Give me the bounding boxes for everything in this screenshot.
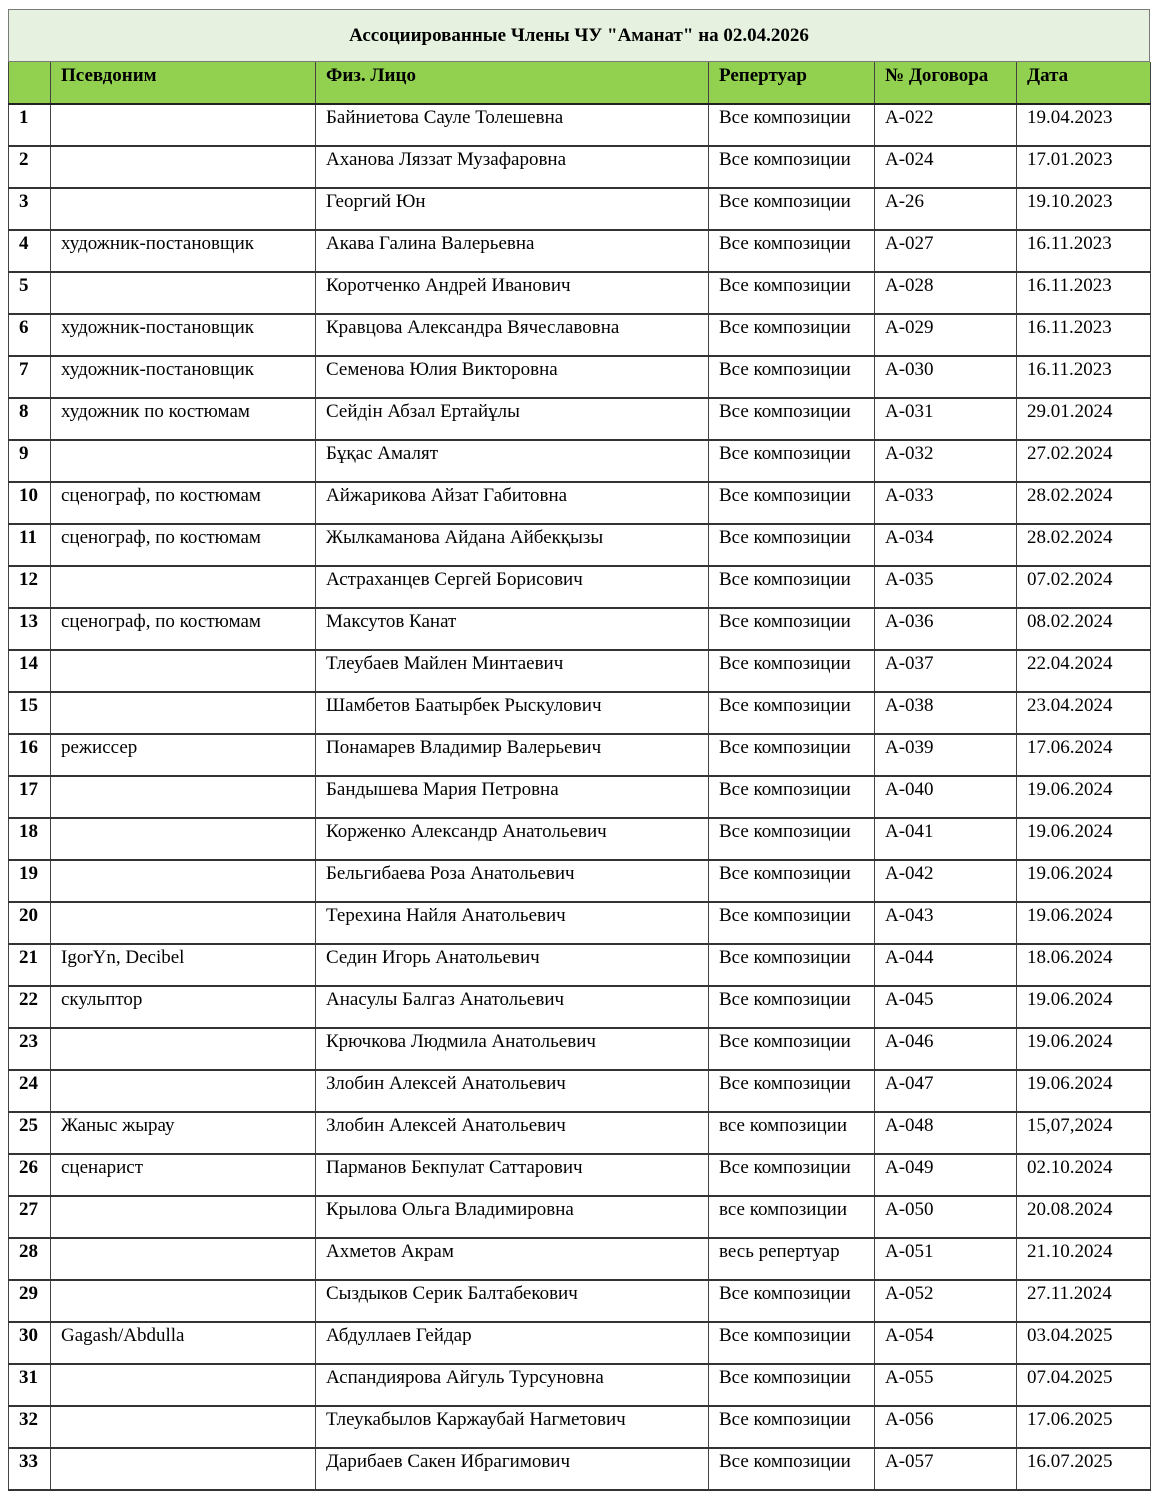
sheet-title: Ассоциированные Члены ЧУ "Аманат" на 02.04.2026: [8, 9, 1150, 62]
cell-contract: А-042: [875, 860, 1017, 902]
cell-person: Жылкаманова Айдана Айбекқызы: [316, 524, 709, 566]
cell-date: 07.04.2025: [1017, 1364, 1151, 1406]
cell-date: 21.10.2024: [1017, 1238, 1151, 1280]
cell-person: Байниетова Сауле Толешевна: [316, 104, 709, 146]
cell-date: 18.06.2024: [1017, 944, 1151, 986]
cell-pseudonym: скульптор: [51, 986, 316, 1028]
cell-contract: А-044: [875, 944, 1017, 986]
cell-pseudonym: [51, 650, 316, 692]
cell-repertoire: Все композиции: [709, 188, 875, 230]
cell-pseudonym: [51, 1448, 316, 1490]
cell-number: 15: [9, 692, 51, 734]
table-body: [9, 104, 1151, 1490]
cell-repertoire: Все композиции: [709, 482, 875, 524]
cell-person: Астраханцев Сергей Борисович: [316, 566, 709, 608]
cell-number: 30: [9, 1322, 51, 1364]
table-row: [9, 1154, 1151, 1196]
cell-person: Сыздыков Серик Балтабекович: [316, 1280, 709, 1322]
cell-pseudonym: [51, 692, 316, 734]
cell-date: 02.10.2024: [1017, 1154, 1151, 1196]
table-row: [9, 104, 1151, 146]
cell-person: Корженко Александр Анатольевич: [316, 818, 709, 860]
table-row: [9, 314, 1151, 356]
cell-number: 5: [9, 272, 51, 314]
table-row: [9, 944, 1151, 986]
table-row: [9, 1112, 1151, 1154]
table-row: [9, 860, 1151, 902]
table-row: [9, 1406, 1151, 1448]
cell-contract: А-056: [875, 1406, 1017, 1448]
cell-date: 08.02.2024: [1017, 608, 1151, 650]
table-row: [9, 566, 1151, 608]
table-row: [9, 524, 1151, 566]
cell-contract: А-036: [875, 608, 1017, 650]
cell-person: Коротченко Андрей Иванович: [316, 272, 709, 314]
table-row: [9, 818, 1151, 860]
cell-contract: А-027: [875, 230, 1017, 272]
table-row: [9, 650, 1151, 692]
cell-repertoire: Все композиции: [709, 1448, 875, 1490]
cell-contract: А-039: [875, 734, 1017, 776]
cell-number: 23: [9, 1028, 51, 1070]
cell-date: 17.06.2025: [1017, 1406, 1151, 1448]
cell-pseudonym: [51, 440, 316, 482]
table-row: [9, 188, 1151, 230]
table-row: [9, 1196, 1151, 1238]
cell-contract: А-047: [875, 1070, 1017, 1112]
cell-repertoire: Все композиции: [709, 1154, 875, 1196]
cell-repertoire: Все композиции: [709, 902, 875, 944]
cell-pseudonym: [51, 566, 316, 608]
cell-contract: А-022: [875, 104, 1017, 146]
cell-pseudonym: [51, 818, 316, 860]
cell-number: 12: [9, 566, 51, 608]
cell-repertoire: Все композиции: [709, 860, 875, 902]
cell-person: Бельгибаева Роза Анатольевич: [316, 860, 709, 902]
cell-repertoire: Все композиции: [709, 1070, 875, 1112]
cell-number: 31: [9, 1364, 51, 1406]
table-row: [9, 482, 1151, 524]
cell-repertoire: Все композиции: [709, 272, 875, 314]
cell-contract: А-029: [875, 314, 1017, 356]
cell-number: 21: [9, 944, 51, 986]
cell-pseudonym: сценарист: [51, 1154, 316, 1196]
cell-repertoire: Все композиции: [709, 734, 875, 776]
table-row: [9, 398, 1151, 440]
cell-pseudonym: [51, 860, 316, 902]
cell-person: Шамбетов Баатырбек Рыскулович: [316, 692, 709, 734]
cell-contract: А-032: [875, 440, 1017, 482]
cell-number: 28: [9, 1238, 51, 1280]
cell-date: 19.06.2024: [1017, 1028, 1151, 1070]
cell-number: 13: [9, 608, 51, 650]
cell-number: 3: [9, 188, 51, 230]
header-pseudonym: Псевдоним: [51, 62, 316, 104]
cell-date: 19.06.2024: [1017, 1070, 1151, 1112]
cell-person: Максутов Канат: [316, 608, 709, 650]
cell-repertoire: Все композиции: [709, 524, 875, 566]
table-row: [9, 1280, 1151, 1322]
table-row: [9, 1322, 1151, 1364]
table-row: [9, 734, 1151, 776]
cell-number: 14: [9, 650, 51, 692]
cell-number: 11: [9, 524, 51, 566]
cell-person: Седин Игорь Анатольевич: [316, 944, 709, 986]
cell-number: 1: [9, 104, 51, 146]
cell-repertoire: Все композиции: [709, 1406, 875, 1448]
table-row: [9, 1364, 1151, 1406]
cell-person: Злобин Алексей Анатольевич: [316, 1112, 709, 1154]
cell-number: 33: [9, 1448, 51, 1490]
cell-pseudonym: [51, 1070, 316, 1112]
table-row: [9, 356, 1151, 398]
cell-repertoire: Все композиции: [709, 146, 875, 188]
cell-date: 19.06.2024: [1017, 986, 1151, 1028]
cell-date: 16.11.2023: [1017, 272, 1151, 314]
cell-pseudonym: [51, 146, 316, 188]
cell-date: 07.02.2024: [1017, 566, 1151, 608]
cell-pseudonym: художник по костюмам: [51, 398, 316, 440]
cell-repertoire: Все композиции: [709, 104, 875, 146]
cell-repertoire: Все композиции: [709, 230, 875, 272]
cell-date: 19.06.2024: [1017, 860, 1151, 902]
cell-number: 17: [9, 776, 51, 818]
cell-number: 22: [9, 986, 51, 1028]
cell-person: Анасулы Балгаз Анатольевич: [316, 986, 709, 1028]
cell-number: 4: [9, 230, 51, 272]
cell-person: Парманов Бекпулат Саттарович: [316, 1154, 709, 1196]
cell-date: 19.06.2024: [1017, 818, 1151, 860]
cell-number: 32: [9, 1406, 51, 1448]
cell-person: Бандышева Мария Петровна: [316, 776, 709, 818]
cell-number: 24: [9, 1070, 51, 1112]
cell-contract: А-040: [875, 776, 1017, 818]
cell-person: Сейдін Абзал Ертайұлы: [316, 398, 709, 440]
cell-person: Терехина Найля Анатольевич: [316, 902, 709, 944]
cell-pseudonym: [51, 1196, 316, 1238]
cell-date: 17.06.2024: [1017, 734, 1151, 776]
header-row: [9, 62, 1151, 104]
cell-person: Тлеукабылов Каржаубай Нагметович: [316, 1406, 709, 1448]
table-row: [9, 902, 1151, 944]
cell-pseudonym: [51, 776, 316, 818]
table-row: [9, 272, 1151, 314]
header-contract: № Договора: [875, 62, 1017, 104]
cell-pseudonym: Жаныс жырау: [51, 1112, 316, 1154]
cell-date: 17.01.2023: [1017, 146, 1151, 188]
cell-contract: А-26: [875, 188, 1017, 230]
cell-pseudonym: художник-постановщик: [51, 314, 316, 356]
cell-pseudonym: [51, 104, 316, 146]
cell-person: Акава Галина Валерьевна: [316, 230, 709, 272]
cell-repertoire: Все композиции: [709, 440, 875, 482]
table-row: [9, 1028, 1151, 1070]
cell-pseudonym: художник-постановщик: [51, 356, 316, 398]
cell-pseudonym: [51, 1280, 316, 1322]
cell-number: 9: [9, 440, 51, 482]
cell-repertoire: Все композиции: [709, 1280, 875, 1322]
cell-contract: А-054: [875, 1322, 1017, 1364]
table-row: [9, 608, 1151, 650]
cell-number: 10: [9, 482, 51, 524]
cell-person: Тлеубаев Майлен Минтаевич: [316, 650, 709, 692]
cell-date: 16.07.2025: [1017, 1448, 1151, 1490]
table-row: [9, 230, 1151, 272]
cell-contract: А-043: [875, 902, 1017, 944]
cell-date: 16.11.2023: [1017, 230, 1151, 272]
cell-person: Крючкова Людмила Анатольевич: [316, 1028, 709, 1070]
cell-pseudonym: художник-постановщик: [51, 230, 316, 272]
cell-person: Аспандиярова Айгуль Турсуновна: [316, 1364, 709, 1406]
cell-date: 23.04.2024: [1017, 692, 1151, 734]
cell-number: 16: [9, 734, 51, 776]
cell-pseudonym: [51, 188, 316, 230]
table-row: [9, 692, 1151, 734]
cell-number: 20: [9, 902, 51, 944]
cell-repertoire: Все композиции: [709, 1322, 875, 1364]
cell-pseudonym: сценограф, по костюмам: [51, 524, 316, 566]
cell-person: Семенова Юлия Викторовна: [316, 356, 709, 398]
cell-contract: А-048: [875, 1112, 1017, 1154]
table-row: [9, 146, 1151, 188]
cell-pseudonym: [51, 1238, 316, 1280]
cell-contract: А-033: [875, 482, 1017, 524]
cell-date: 19.04.2023: [1017, 104, 1151, 146]
cell-contract: А-028: [875, 272, 1017, 314]
cell-number: 19: [9, 860, 51, 902]
cell-contract: А-049: [875, 1154, 1017, 1196]
cell-repertoire: Все композиции: [709, 1028, 875, 1070]
cell-date: 28.02.2024: [1017, 524, 1151, 566]
cell-number: 8: [9, 398, 51, 440]
cell-contract: А-057: [875, 1448, 1017, 1490]
cell-pseudonym: сценограф, по костюмам: [51, 482, 316, 524]
cell-repertoire: все композиции: [709, 1196, 875, 1238]
cell-repertoire: Все композиции: [709, 314, 875, 356]
cell-contract: А-050: [875, 1196, 1017, 1238]
cell-contract: А-055: [875, 1364, 1017, 1406]
cell-pseudonym: [51, 1406, 316, 1448]
table-row: [9, 1070, 1151, 1112]
cell-person: Злобин Алексей Анатольевич: [316, 1070, 709, 1112]
cell-contract: А-045: [875, 986, 1017, 1028]
cell-person: Кравцова Александра Вячеславовна: [316, 314, 709, 356]
cell-date: 15,07,2024: [1017, 1112, 1151, 1154]
cell-repertoire: Все композиции: [709, 692, 875, 734]
header-date: Дата: [1017, 62, 1151, 104]
cell-contract: А-052: [875, 1280, 1017, 1322]
cell-person: Айжарикова Айзат Габитовна: [316, 482, 709, 524]
cell-date: 20.08.2024: [1017, 1196, 1151, 1238]
cell-contract: А-024: [875, 146, 1017, 188]
cell-contract: А-030: [875, 356, 1017, 398]
cell-pseudonym: сценограф, по костюмам: [51, 608, 316, 650]
cell-number: 29: [9, 1280, 51, 1322]
cell-pseudonym: [51, 902, 316, 944]
cell-pseudonym: [51, 1364, 316, 1406]
cell-repertoire: Все композиции: [709, 398, 875, 440]
header-number: [9, 62, 51, 104]
table-row: [9, 1238, 1151, 1280]
header-person: Физ. Лицо: [316, 62, 709, 104]
cell-contract: А-041: [875, 818, 1017, 860]
header-repertoire: Репертуар: [709, 62, 875, 104]
cell-person: Аханова Ляззат Музафаровна: [316, 146, 709, 188]
cell-person: Понамарев Владимир Валерьевич: [316, 734, 709, 776]
cell-date: 22.04.2024: [1017, 650, 1151, 692]
table-row: [9, 1448, 1151, 1490]
cell-date: 19.10.2023: [1017, 188, 1151, 230]
cell-date: 27.11.2024: [1017, 1280, 1151, 1322]
cell-date: 19.06.2024: [1017, 776, 1151, 818]
cell-repertoire: Все композиции: [709, 650, 875, 692]
cell-pseudonym: [51, 1028, 316, 1070]
cell-contract: А-031: [875, 398, 1017, 440]
cell-repertoire: Все композиции: [709, 818, 875, 860]
cell-repertoire: Все композиции: [709, 566, 875, 608]
cell-repertoire: Все композиции: [709, 776, 875, 818]
cell-repertoire: Все композиции: [709, 986, 875, 1028]
cell-repertoire: весь репертуар: [709, 1238, 875, 1280]
cell-contract: А-038: [875, 692, 1017, 734]
table-row: [9, 776, 1151, 818]
cell-person: Ахметов Акрам: [316, 1238, 709, 1280]
cell-number: 6: [9, 314, 51, 356]
cell-number: 25: [9, 1112, 51, 1154]
cell-person: Дарибаев Сакен Ибрагимович: [316, 1448, 709, 1490]
table-row: [9, 986, 1151, 1028]
cell-person: Георгий Юн: [316, 188, 709, 230]
cell-number: 2: [9, 146, 51, 188]
cell-person: Абдуллаев Гейдар: [316, 1322, 709, 1364]
cell-date: 28.02.2024: [1017, 482, 1151, 524]
members-sheet: [8, 9, 1150, 1491]
cell-date: 03.04.2025: [1017, 1322, 1151, 1364]
cell-date: 16.11.2023: [1017, 314, 1151, 356]
cell-number: 18: [9, 818, 51, 860]
cell-number: 26: [9, 1154, 51, 1196]
cell-number: 7: [9, 356, 51, 398]
cell-date: 29.01.2024: [1017, 398, 1151, 440]
cell-repertoire: все композиции: [709, 1112, 875, 1154]
cell-pseudonym: [51, 272, 316, 314]
cell-person: Бұқас Амалят: [316, 440, 709, 482]
cell-repertoire: Все композиции: [709, 356, 875, 398]
cell-repertoire: Все композиции: [709, 608, 875, 650]
cell-pseudonym: IgorYn, Decibel: [51, 944, 316, 986]
cell-pseudonym: Gagash/Abdulla: [51, 1322, 316, 1364]
cell-contract: А-035: [875, 566, 1017, 608]
cell-contract: А-037: [875, 650, 1017, 692]
cell-repertoire: Все композиции: [709, 944, 875, 986]
cell-repertoire: Все композиции: [709, 1364, 875, 1406]
cell-contract: А-034: [875, 524, 1017, 566]
table-row: [9, 440, 1151, 482]
cell-contract: А-046: [875, 1028, 1017, 1070]
cell-pseudonym: режиссер: [51, 734, 316, 776]
members-table: [8, 62, 1151, 1491]
cell-person: Крылова Ольга Владимировна: [316, 1196, 709, 1238]
cell-date: 19.06.2024: [1017, 902, 1151, 944]
cell-date: 16.11.2023: [1017, 356, 1151, 398]
cell-number: 27: [9, 1196, 51, 1238]
cell-contract: А-051: [875, 1238, 1017, 1280]
cell-date: 27.02.2024: [1017, 440, 1151, 482]
